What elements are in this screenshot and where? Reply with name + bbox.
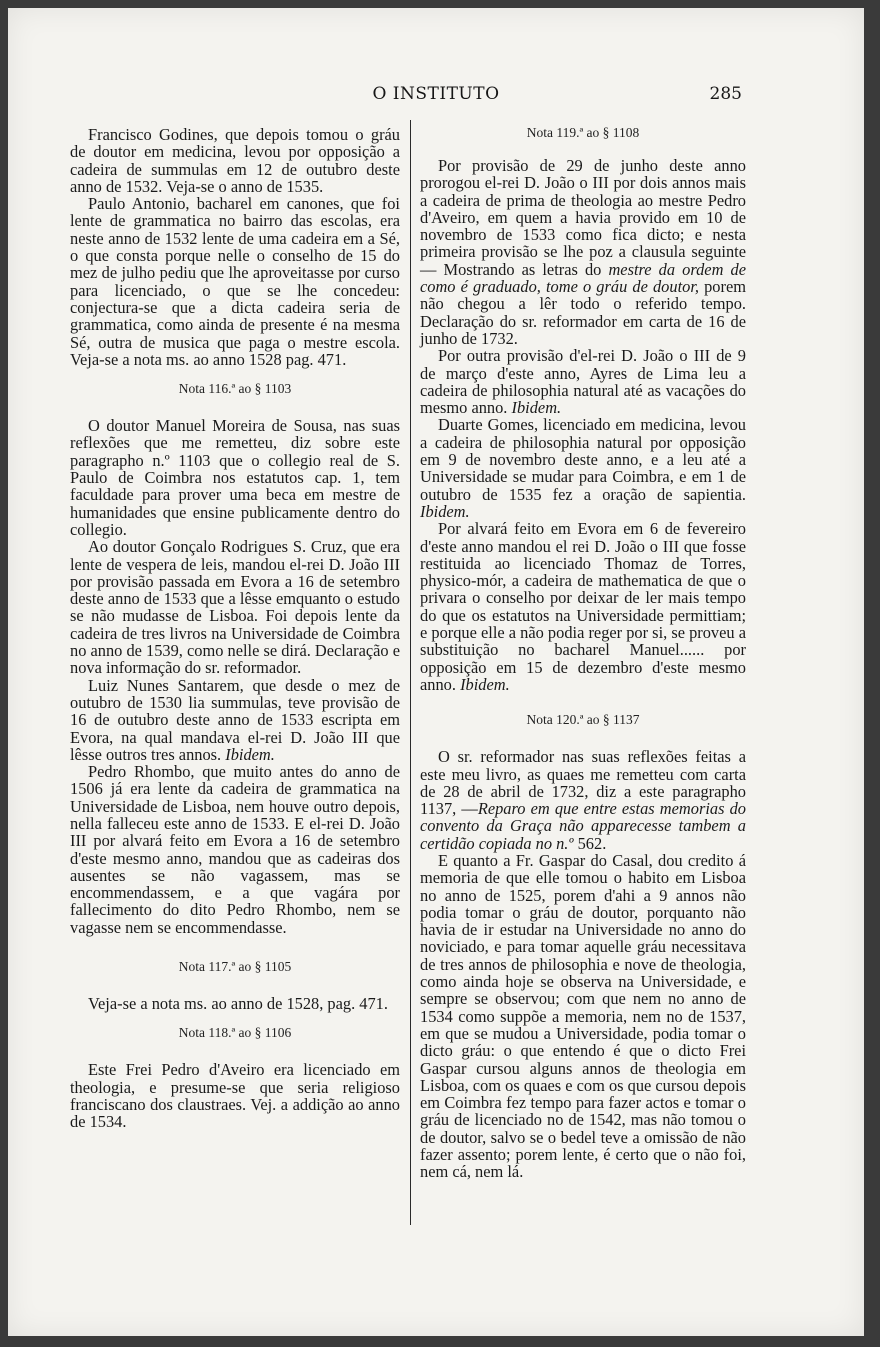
italic-quote: mestre da ordem de como é graduado, tome o gráu de doutor,: [420, 259, 746, 297]
note-116-heading: Nota 116.ª ao § 1103: [178, 381, 292, 397]
italic-quote: Reparo em que entre estas memorias do convento da Graça não apparecesse tambem a certidão copiada no n.º: [420, 799, 746, 853]
citation-ibidem: Ibidem.: [460, 674, 510, 694]
paragraph: [420, 748, 746, 852]
right-column: [420, 124, 746, 1181]
paragraph-text: O sr. reformador nas suas reflexões feitas a este meu livro, as quaes me remetteu com carta de 28 de abril de 1732, diz a este paragrapho 1137, —: [420, 747, 746, 819]
paragraph: Veja-se a nota ms. ao anno de 1528, pag. 471.: [88, 994, 388, 1014]
paragraph-text: Duarte Gomes, licenciado em medicina, levou a cadeira de philosophia natural por opposição em 9 de novembro deste anno, e a leu até a Universidade se mudar para Coimbra, e em 1 de outubro de 1535 fez a oração de sapientia.: [420, 415, 746, 504]
citation-ibidem: Ibidem.: [420, 501, 470, 521]
paragraph-text: Por alvará feito em Evora em 6 de fevereiro d'este anno mandou el rei D. João o III que fosse restituida ao licenciado Thomaz de Torres, physico-mór, a cadeira de mathematica de que o privara o conselho por deixar de ler mais tempo do que os estatutos na Universidade permittiam; e porque elle a não podia reger por si, se proveu a substituição no bacharel Manuel...... por opposição em 15 de dezembro d'este mesmo anno.: [420, 519, 746, 694]
citation-ibidem: Ibidem.: [511, 398, 562, 418]
note-118-heading: Nota 118.ª ao § 1106: [178, 1025, 292, 1041]
running-head: O INSTITUTO: [372, 84, 500, 104]
paragraph-text: porem não chegou a lêr todo o referido tempo. Declaração do sr. reformador em carta de 16 de junho de 1732.: [420, 277, 746, 348]
paragraph: Pedro Rhombo, que muito antes do anno de 1506 já era lente da cadeira de grammatica na Universidade de Lisboa, nem houve outro depois, nella falleceu este anno de 1533. E el-rei D. João III por alvará feito em Evora a 16 de setembro d'este mesmo anno, mandou que as cadeiras dos ausentes se não vagassem, mas se encommendassem, e a que vagára por fallecimento do dito Pedro Rhombo, nem se vagasse nem se encommendasse.: [70, 762, 400, 937]
paragraph: Francisco Godines, que depois tomou o gráu de doutor em medicina, levou por opposição a cadeira de summulas em 12 de outubro deste anno de 1532. Veja-se o anno de 1535.: [70, 125, 400, 196]
citation-ibidem: Ibidem.: [225, 744, 275, 764]
paragraph: [420, 347, 746, 416]
page-number: 285: [709, 84, 742, 104]
paragraph: [420, 520, 746, 693]
paragraph: [420, 157, 746, 347]
paragraph-text: Por provisão de 29 de junho deste anno prorogou el-rei D. João o III por dois annos mais a cadeira de prima de theologia ao mestre Pedro d'Aveiro, em quem a havia provido em 10 de novembro de 1533 como fica dicto; e nesta primeira provisão se lhe poz a clausula seguinte — Mostrando as letras do: [420, 156, 746, 279]
note-120-heading: Nota 120.ª ao § 1137: [526, 712, 640, 728]
paragraph: Este Frei Pedro d'Aveiro era licenciado em theologia, e presume-se que seria religioso franciscano dos claustraes. Vej. a addição ao anno de 1534.: [70, 1060, 400, 1132]
column-divider: [410, 120, 411, 1225]
paragraph-text: 562.: [577, 833, 607, 853]
paragraph: [420, 416, 746, 520]
paragraph: [70, 677, 400, 763]
paragraph: Ao doutor Gonçalo Rodrigues S. Cruz, que era lente de vespera de leis, mandou el-rei D. João III por provisão passada em Evora a 16 de setembro deste anno de 1533 que a lêsse emquanto o estudo se não mudasse de Lisboa. Foi depois lente da cadeira de tres livros na Universidade de Coimbra no anno de 1539, como nelle se dirá. Declaração e nova informação do sr. reformador.: [70, 537, 400, 678]
note-117-heading: Nota 117.ª ao § 1105: [178, 959, 292, 975]
paragraph: O doutor Manuel Moreira de Sousa, nas suas reflexões que me remetteu, diz sobre este paragrapho n.º 1103 que o collegio real de S. Paulo de Coimbra nos estatutos cap. 1, tem faculdade para prover uma beca em mestre de humanidades que ensine publicamente dentro do collegio.: [70, 416, 400, 539]
paragraph-text: Por outra provisão d'el-rei D. João o III de 9 de março d'este anno, Ayres de Lima leu a cadeira de philosophia natural até as vacações do mesmo anno.: [420, 346, 746, 418]
note-119-heading: Nota 119.ª ao § 1108: [526, 125, 640, 140]
paragraph: Paulo Antonio, bacharel em canones, que foi lente de grammatica no bairro das escolas, era neste anno de 1532 lente de uma cadeira em a Sé, o que consta porque nelle o conselho de 15 do mez de julho pediu que lhe aproveitasse por curso para licenciado, o que se lhe concedeu: conjectura-se que a dicta cadeira seria de grammatica, como ainda de presente é na mesma Sé, outra de musica que paga o mestre escola. Veja-se a nota ms. ao anno 1528 pag. 471.: [70, 194, 400, 369]
paragraph-text: Luiz Nunes Santarem, que desde o mez de outubro de 1530 lia summulas, teve provisão de 16 de outubro deste anno de 1533 escripta em Evora, na qual mandava el-rei D. João III que lêsse outros tres annos.: [70, 675, 400, 764]
paragraph: E quanto a Fr. Gaspar do Casal, dou credito á memoria de que elle tomou o habito em Lisboa no anno de 1525, porem d'ahi a 9 annos não podia tomar o gráu de doutor, porquanto não havia de ir estudar na Universidade no anno do noviciado, e para tomar aquelle gráu necessitava de tres annos de philosophia e nove de theologia, como ainda hoje se observa na Universidade, e sempre se observou; com que nem no anno de 1534 como suppõe a memoria, nem no de 1537, em que se mudou a Universidade, podia tomar o dicto gráu: o que entendo é que o dicto Frei Gaspar cursou alguns annos de theologia em Lisboa, com os quaes e com os que cursou depois em Coimbra fez tempo para fazer actos e tomar o gráu de licenciado no de 1542, mas não tomou o de doutor, salvo se o bedel teve a omissão de não fazer assento; porem lente, é certo que o não foi, nem cá, nem lá.: [420, 850, 746, 1182]
book-page: [8, 8, 864, 1336]
left-column: [70, 126, 400, 1131]
